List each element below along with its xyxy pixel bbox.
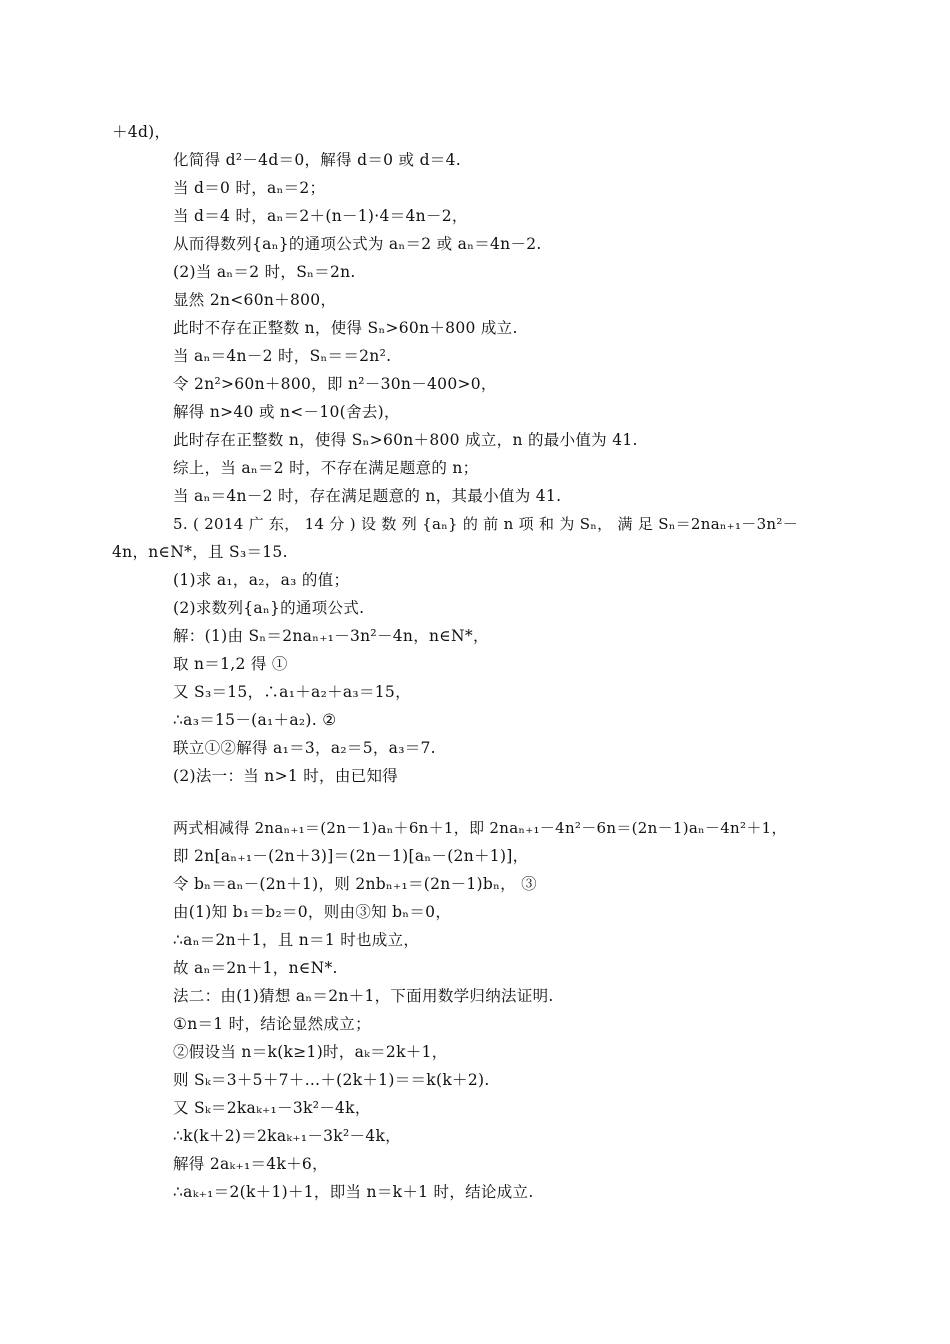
text-line: ＋4d)， xyxy=(112,123,171,141)
text-line: 此时不存在正整数 n，使得 Sₙ>60n＋800 成立. xyxy=(173,319,518,337)
text-line: ∴aₙ＝2n＋1，且 n＝1 时也成立， xyxy=(173,931,420,949)
text-line: 解得 n>40 或 n<－10(舍去)， xyxy=(173,403,400,421)
text-line: 联立①②解得 a₁＝3，a₂＝5，a₃＝7. xyxy=(173,739,436,757)
text-line: 取 n＝1,2 得 ① xyxy=(173,655,288,673)
text-line: 当 aₙ＝4n－2 时，存在满足题意的 n，其最小值为 41. xyxy=(173,487,562,505)
text-line: ①n＝1 时，结论显然成立； xyxy=(173,1015,371,1033)
text-line: 由(1)知 b₁＝b₂＝0，则由③知 bₙ＝0， xyxy=(173,903,452,921)
text-line: 即 2n[aₙ₊₁－(2n＋3)]＝(2n－1)[aₙ－(2n＋1)]， xyxy=(173,847,529,865)
text-line: 4n，n∈N*，且 S₃＝15. xyxy=(112,543,288,561)
text-line: 当 d＝0 时，aₙ＝2； xyxy=(173,179,326,197)
text-line: 令 2n²>60n＋800，即 n²－30n－400>0， xyxy=(173,375,497,393)
text-line: 又 Sₖ＝2kaₖ₊₁－3k²－4k， xyxy=(173,1099,371,1117)
text-line: 当 aₙ＝4n－2 时，Sₙ＝＝2n². xyxy=(173,347,392,365)
text-line: (2)求数列{aₙ}的通项公式. xyxy=(173,599,365,617)
text-line: 综上，当 aₙ＝2 时，不存在满足题意的 n； xyxy=(173,459,479,477)
text-line: 又 S₃＝15，∴a₁＋a₂＋a₃＝15， xyxy=(173,683,411,701)
text-line: (1)求 a₁，a₂，a₃ 的值； xyxy=(173,571,350,589)
text-line: 故 aₙ＝2n＋1，n∈N*. xyxy=(173,959,338,977)
text-line: (2)法一：当 n>1 时，由已知得 xyxy=(173,767,399,785)
text-line: 当 d＝4 时，aₙ＝2＋(n－1)·4＝4n－2， xyxy=(173,207,468,225)
text-line: 化简得 d²－4d＝0，解得 d＝0 或 d＝4. xyxy=(173,151,461,169)
text-line: 解：(1)由 Sₙ＝2naₙ₊₁－3n²－4n，n∈N*， xyxy=(173,627,489,645)
text-line: 法二：由(1)猜想 aₙ＝2n＋1，下面用数学归纳法证明. xyxy=(173,987,554,1005)
text-line: 两式相减得 2naₙ₊₁＝(2n－1)aₙ＋6n＋1，即 2naₙ₊₁－4n²－6n＝(2n－1)aₙ－4n²＋1， xyxy=(173,819,787,837)
text-line: ②假设当 n＝k(k≥1)时，aₖ＝2k＋1， xyxy=(173,1043,448,1061)
text-line: ∴k(k＋2)＝2kaₖ₊₁－3k²－4k， xyxy=(173,1127,401,1145)
text-line: 令 bₙ＝aₙ－(2n＋1)，则 2nbₙ₊₁＝(2n－1)bₙ， ③ xyxy=(173,875,537,893)
text-line: ∴a₃＝15－(a₁＋a₂). ② xyxy=(173,711,337,729)
text-line: (2)当 aₙ＝2 时，Sₙ＝2n. xyxy=(173,263,356,281)
text-line: 从而得数列{aₙ}的通项公式为 aₙ＝2 或 aₙ＝4n－2. xyxy=(173,235,542,253)
text-line: 显然 2n<60n＋800， xyxy=(173,291,337,309)
text-line: 解得 2aₖ₊₁＝4k＋6， xyxy=(173,1155,328,1173)
text-line: 5. ( 2014 广 东， 14 分 ) 设 数 列 {aₙ} 的 前 n 项 和 为 Sₙ， 满 足 Sₙ＝2naₙ₊₁－3n²－ xyxy=(173,515,799,533)
text-line: 此时存在正整数 n，使得 Sₙ>60n＋800 成立，n 的最小值为 41. xyxy=(173,431,638,449)
text-line: ∴aₖ₊₁＝2(k＋1)＋1，即当 n＝k＋1 时，结论成立. xyxy=(173,1183,534,1201)
text-line: 则 Sₖ＝3＋5＋7＋…＋(2k＋1)＝＝k(k＋2). xyxy=(173,1071,490,1089)
